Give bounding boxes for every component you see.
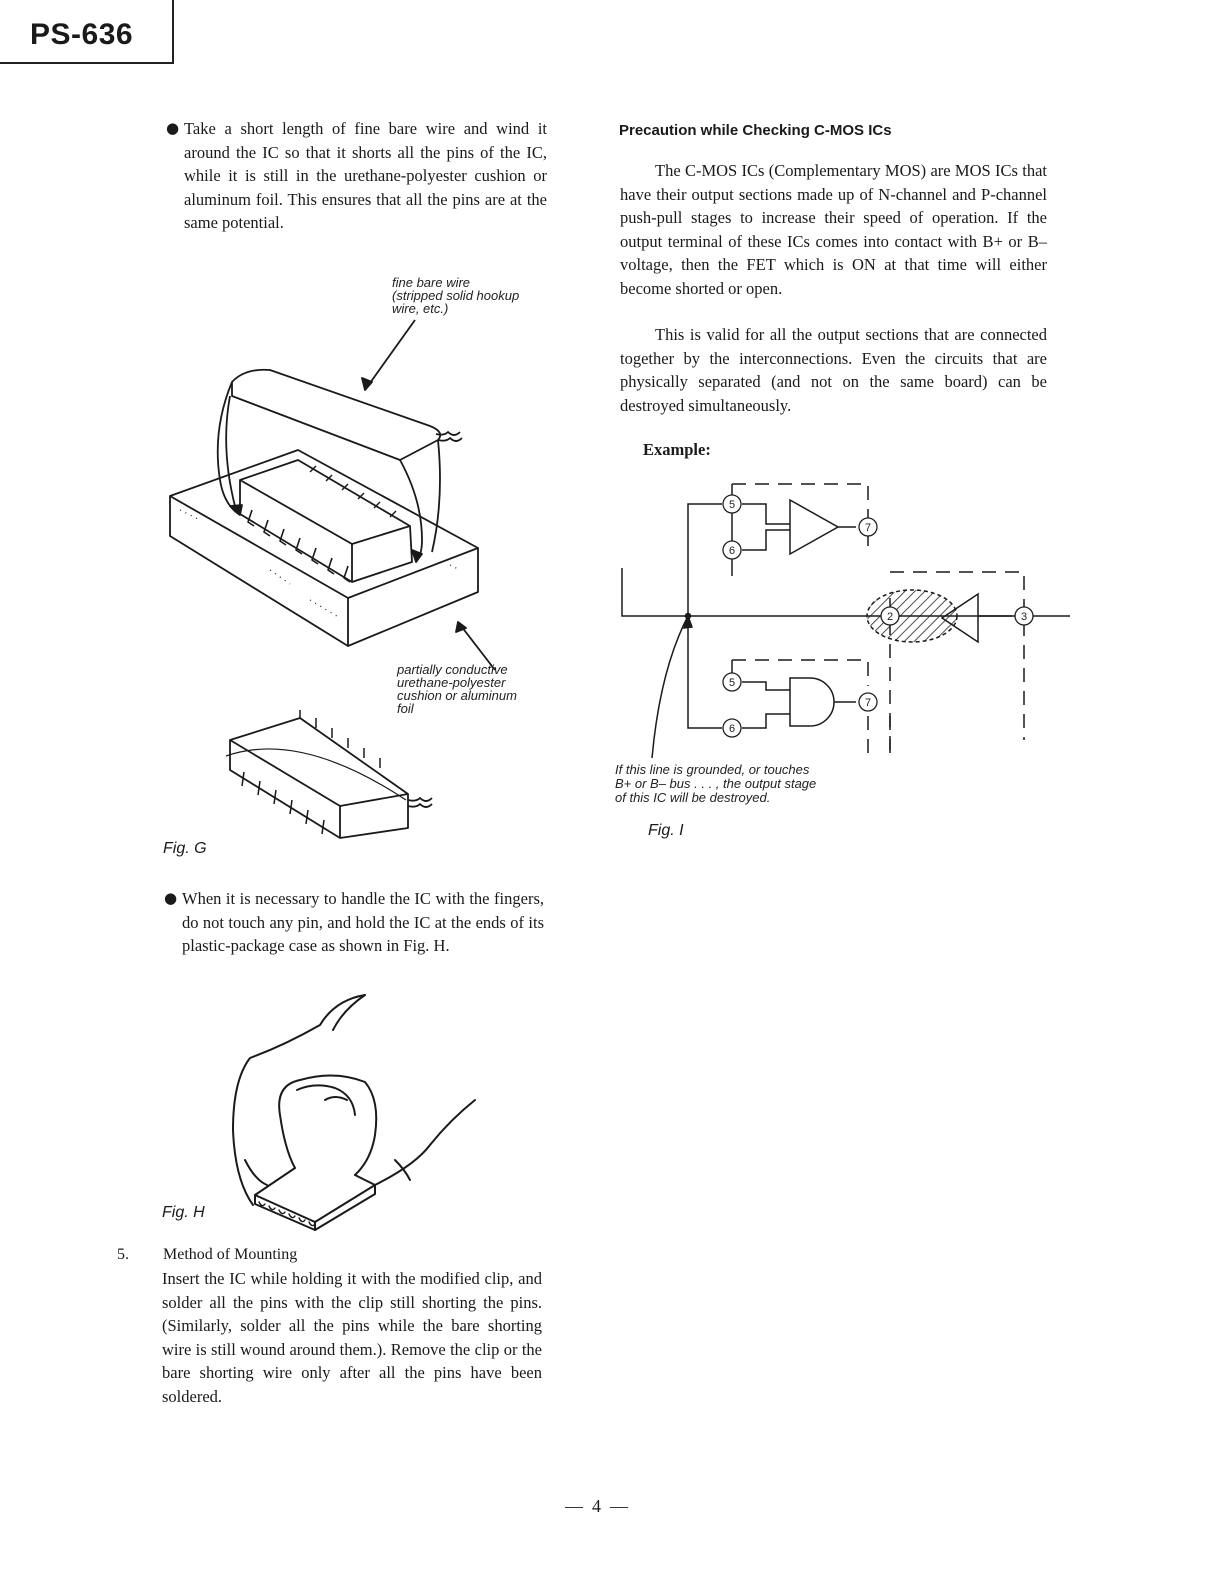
section-5-body: Insert the IC while holding it with the modified clip, and solder all the pins with the clip still shorting the pins. (Similarly, solder all the pins while the bare shorting wire is still wound around them.). Remove the clip or the bare shorting wire only after all the pins have been soldered. [162, 1269, 542, 1406]
bullet-icon: ● [166, 119, 180, 137]
cushion-caption-line: urethane-polyester [397, 675, 506, 690]
cushion-caption-line: foil [397, 701, 414, 716]
bullet-paragraph-2 [164, 887, 544, 958]
precaution-heading: Precaution while Checking C-MOS ICs [619, 122, 892, 139]
fig-i-circuit [600, 470, 1080, 770]
fig-i-label: Fig. I [648, 822, 684, 839]
pin-label: 5 [728, 499, 736, 511]
note-line: If this line is grounded, or touches [615, 762, 810, 777]
precaution-paragraph-2: This is valid for all the output sections that are connected together by the interconnections. Even the circuits that are physically separated (and not on the same board) can be destroyed simultaneously. [620, 325, 1047, 415]
wire-caption-line: (stripped solid hookup [392, 288, 520, 303]
fig-h-label: Fig. H [162, 1204, 205, 1221]
pin-label: 5 [728, 677, 736, 689]
note-line: of this IC will be destroyed. [615, 790, 771, 805]
pin-label: 7 [864, 522, 872, 534]
wire-caption-line: fine bare wire [392, 275, 471, 290]
fig-g-cushion-caption [397, 663, 517, 715]
bullet-2-text: When it is necessary to handle the IC with the fingers, do not touch any pin, and hold the IC at the ends of its plastic-package case as shown in Fig. H. [182, 889, 544, 955]
fig-h-illustration [225, 990, 495, 1230]
pin-label: 3 [1020, 611, 1028, 623]
note-line: B+ or B– bus . . . , the output stage [615, 776, 817, 791]
fig-i-note [615, 763, 816, 805]
bullet-1-text: Take a short length of fine bare wire and wind it around the IC so that it shorts all the pins of the IC, while it is still in the urethane-polyester cushion or aluminum foil. This ensures that all the pins are at the same potential. [184, 119, 547, 232]
fig-g-illustration [160, 300, 490, 840]
pin-label: 2 [886, 611, 894, 623]
cushion-caption-line: cushion or aluminum [397, 688, 517, 703]
section-5-title: Method of Mounting [163, 1246, 298, 1263]
fig-g-label: Fig. G [163, 840, 207, 857]
section-5-number: 5. [117, 1246, 129, 1263]
bullet-icon: ● [164, 889, 178, 907]
pin-label: 7 [864, 697, 872, 709]
precaution-paragraph-1: The C-MOS ICs (Complementary MOS) are MOS ICs that have their output sections made up of N-channel and P-channel push-pull stages to increase their speed of operation. If the output terminal of these ICs comes into contact with B+ or B– voltage, then the FET which is ON at that time will either become shorted or open. [620, 161, 1047, 298]
wire-caption-line: wire, etc.) [392, 301, 449, 316]
pin-label: 6 [728, 723, 736, 735]
example-label: Example: [643, 440, 711, 459]
page-number: — 4 — [565, 1496, 628, 1516]
cushion-caption-line: partially conductive [397, 662, 508, 677]
bullet-paragraph-1 [166, 117, 547, 235]
pin-label: 6 [728, 545, 736, 557]
model-number: PS-636 [30, 18, 134, 51]
